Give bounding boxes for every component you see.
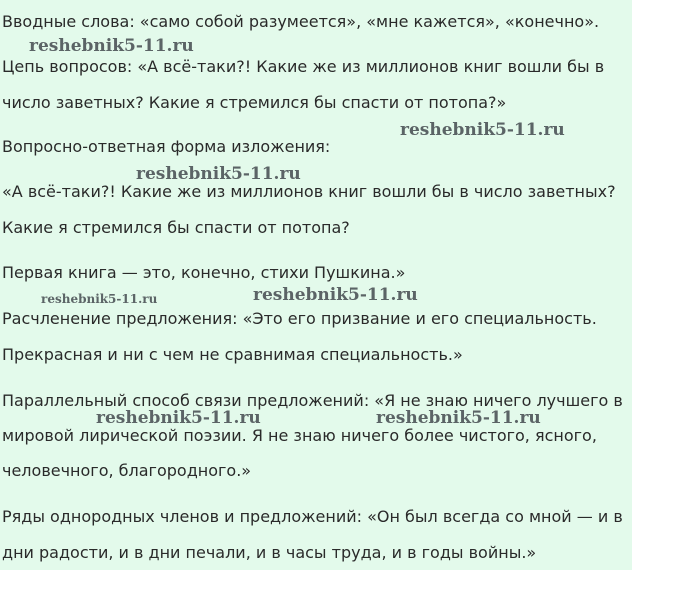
text-line-3: число заветных? Какие я стремился бы спасти от потопа?»	[2, 93, 507, 112]
text-line-4: Вопросно-ответная форма изложения:	[2, 137, 331, 156]
watermark: reshebnik5-11.ru	[400, 120, 565, 140]
text-line-14: дни радости, и в дни печали, и в часы труда, и в годы войны.»	[2, 543, 537, 562]
watermark: reshebnik5-11.ru	[136, 164, 301, 184]
watermark: reshebnik5-11.ru	[29, 36, 194, 56]
text-line-10: Параллельный способ связи предложений: «Я не знаю ничего лучшего в	[2, 391, 623, 410]
watermark: reshebnik5-11.ru	[96, 408, 261, 428]
text-line-2: Цепь вопросов: «А всё-таки?! Какие же из миллионов книг вошли бы в	[2, 57, 605, 76]
watermark: reshebnik5-11.ru	[41, 292, 158, 306]
text-line-1: Вводные слова: «само собой разумеется», «мне кажется», «конечно».	[2, 12, 600, 31]
text-line-11: мировой лирической поэзии. Я не знаю ничего более чистого, ясного,	[2, 426, 597, 445]
text-line-9: Прекрасная и ни с чем не сравнимая специальность.»	[2, 345, 463, 364]
text-line-7: Первая книга — это, конечно, стихи Пушкина.»	[2, 263, 406, 282]
watermark: reshebnik5-11.ru	[376, 408, 541, 428]
text-line-8: Расчленение предложения: «Это его призвание и его специальность.	[2, 309, 597, 328]
text-line-5: «А всё-таки?! Какие же из миллионов книг вошли бы в число заветных?	[2, 182, 616, 201]
text-line-13: Ряды однородных членов и предложений: «Он был всегда со мной — и в	[2, 507, 623, 526]
text-line-12: человечного, благородного.»	[2, 461, 252, 480]
watermark: reshebnik5-11.ru	[253, 285, 418, 305]
text-line-6: Какие я стремился бы спасти от потопа?	[2, 218, 350, 237]
